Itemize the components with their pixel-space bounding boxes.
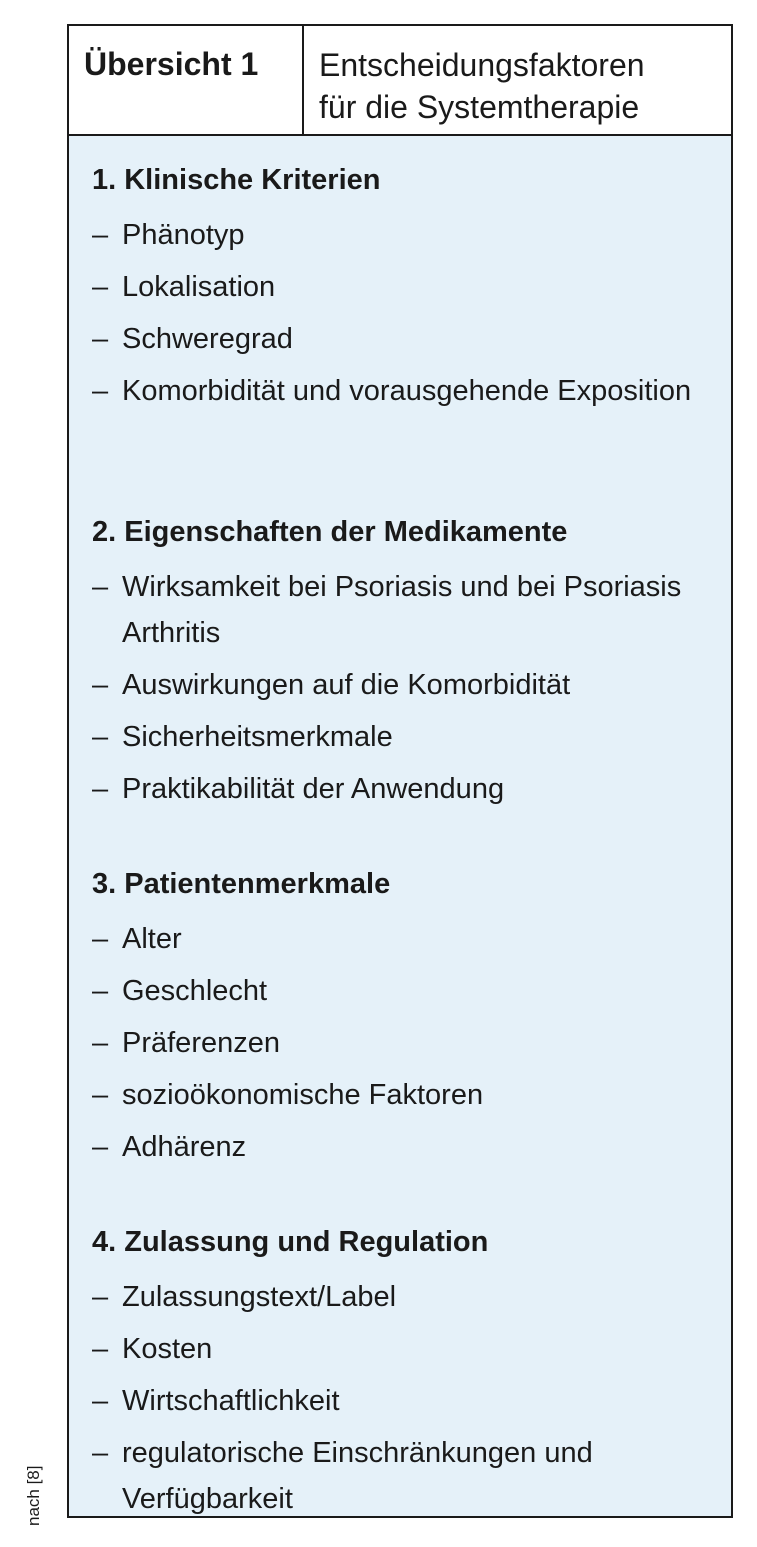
item-text: Lokalisation (122, 271, 276, 303)
list-item (92, 1124, 712, 1170)
item-text: Alter (122, 923, 182, 955)
item-text: Praktikabilität der Anwendung (122, 773, 505, 805)
section-approval-regulation (92, 1222, 712, 1528)
item-text: Komorbidität und vorausgehende Exposition (122, 375, 692, 407)
dash-marker: – (92, 721, 109, 753)
list-item (92, 316, 712, 362)
item-text: Adhärenz (122, 1131, 247, 1163)
list-item (92, 1274, 712, 1320)
item-list (92, 564, 712, 812)
item-text: Geschlecht (122, 975, 268, 1007)
item-text: sozioökonomische Faktoren (122, 1079, 484, 1111)
list-item (92, 1020, 712, 1066)
dash-marker: – (92, 571, 109, 603)
list-item (92, 766, 712, 812)
overview-title-line-1: Entscheidungsfaktoren (319, 47, 645, 83)
list-item (92, 714, 712, 760)
section-title: 4. Zulassung und Regulation (92, 1226, 489, 1258)
list-item (92, 662, 712, 708)
overview-label-cell (69, 26, 304, 134)
dash-marker: – (92, 669, 109, 701)
item-text: Schweregrad (122, 323, 293, 355)
source-note: nach [8] (24, 1465, 43, 1526)
overview-title-line-2: für die Systemtherapie (319, 89, 640, 125)
list-item (92, 212, 712, 258)
item-text: regulatorische Einschränkungen und Verfügbarkeit (122, 1437, 593, 1515)
item-list (92, 212, 712, 414)
overview-content (69, 136, 731, 1516)
list-item (92, 564, 712, 656)
dash-marker: – (92, 1385, 109, 1417)
section-title: 3. Patientenmerkmale (92, 868, 391, 900)
section-patient-characteristics (92, 864, 712, 1176)
overview-title (319, 44, 719, 128)
dash-marker: – (92, 773, 109, 805)
item-text: Sicherheitsmerkmale (122, 721, 393, 753)
list-item (92, 368, 712, 414)
list-item (92, 1326, 712, 1372)
item-text: Auswirkungen auf die Komorbidität (122, 669, 571, 701)
overview-label: Übersicht 1 (84, 46, 259, 82)
dash-marker: – (92, 1027, 109, 1059)
list-item (92, 968, 712, 1014)
dash-marker: – (92, 1131, 109, 1163)
dash-marker: – (92, 1333, 109, 1365)
section-title: 1. Klinische Kriterien (92, 164, 381, 196)
item-text: Wirtschaftlichkeit (122, 1385, 340, 1417)
overview-box (67, 24, 733, 1518)
item-text: Kosten (122, 1333, 213, 1365)
dash-marker: – (92, 923, 109, 955)
list-item (92, 1072, 712, 1118)
section-clinical-criteria (92, 160, 712, 420)
list-item (92, 916, 712, 962)
dash-marker: – (92, 323, 109, 355)
dash-marker: – (92, 1437, 109, 1469)
dash-marker: – (92, 1281, 109, 1313)
list-item (92, 1430, 712, 1522)
item-text: Wirksamkeit bei Psoriasis und bei Psoriasis Arthritis (122, 571, 682, 649)
item-list (92, 1274, 712, 1522)
item-text: Zulassungstext/Label (122, 1281, 397, 1313)
section-title: 2. Eigenschaften der Medikamente (92, 516, 568, 548)
dash-marker: – (92, 1079, 109, 1111)
section-drug-properties (92, 512, 712, 818)
dash-marker: – (92, 271, 109, 303)
overview-header (69, 26, 731, 136)
item-list (92, 916, 712, 1170)
list-item (92, 264, 712, 310)
item-text: Phänotyp (122, 219, 245, 251)
list-item (92, 1378, 712, 1424)
item-text: Präferenzen (122, 1027, 280, 1059)
dash-marker: – (92, 219, 109, 251)
dash-marker: – (92, 975, 109, 1007)
dash-marker: – (92, 375, 109, 407)
